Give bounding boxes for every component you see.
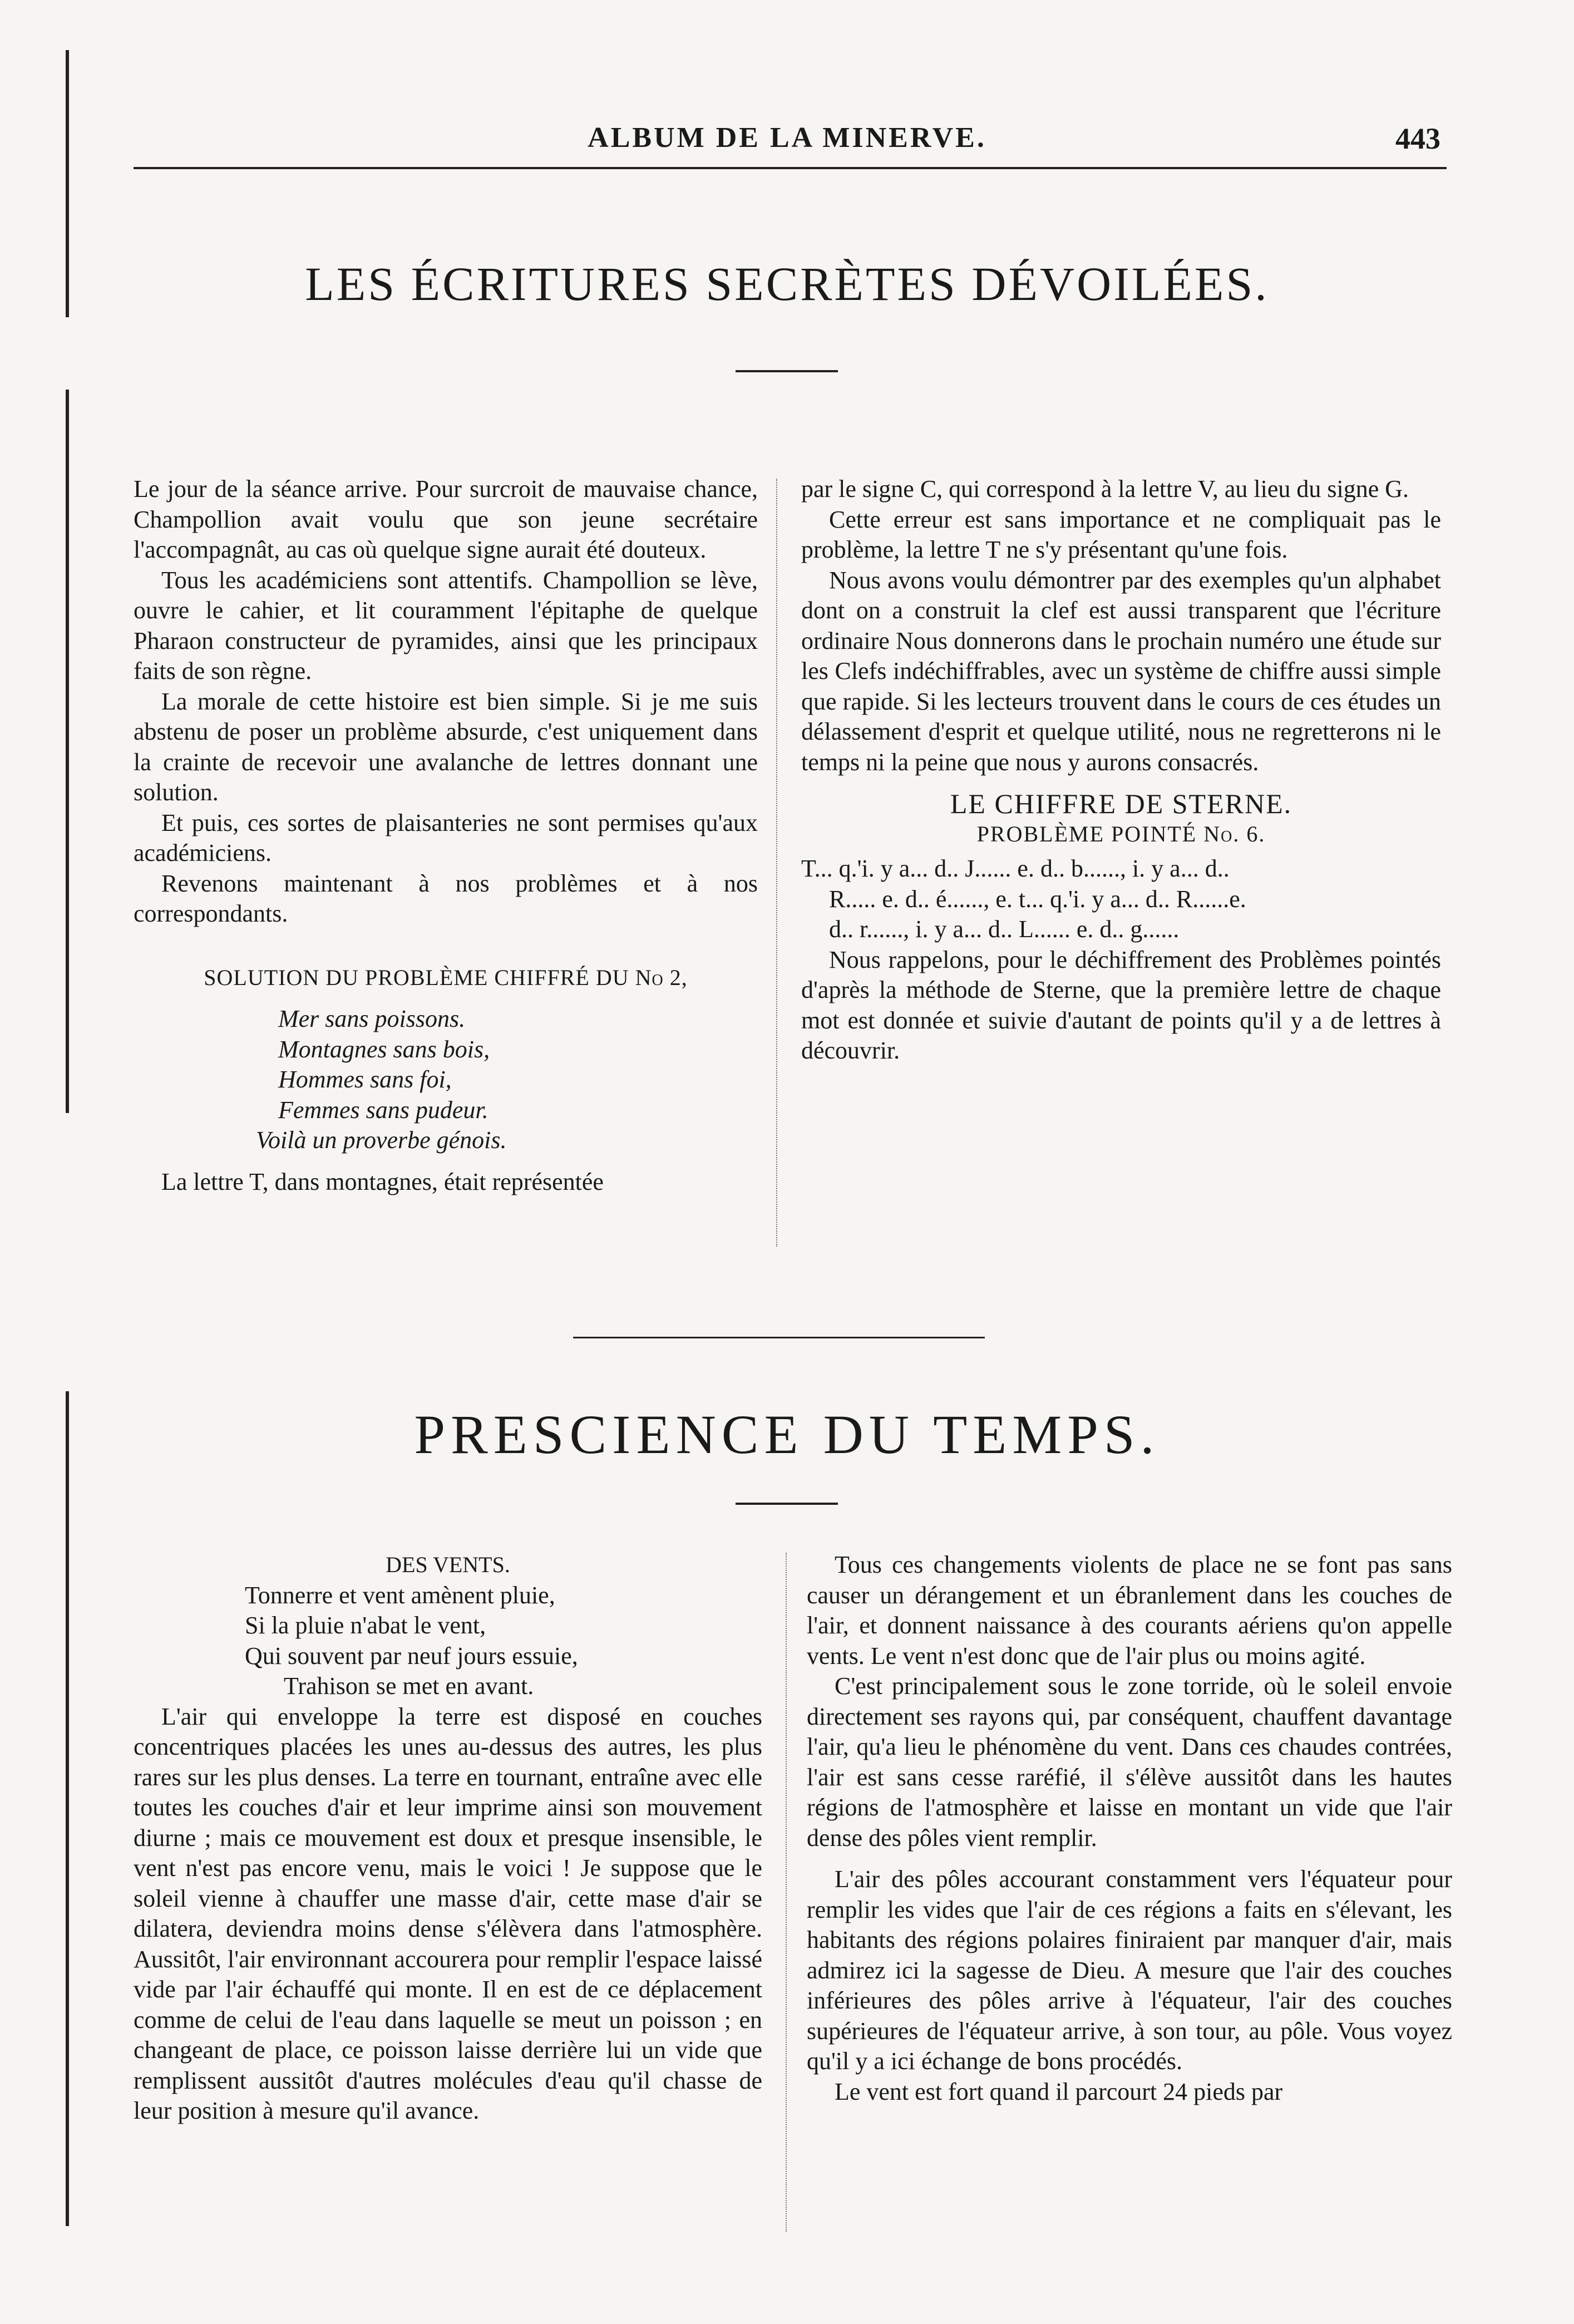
problem-heading: PROBLÈME POINTÉ No. 6. bbox=[976, 821, 1266, 846]
paragraph: Cette erreur est sans importance et ne compliquait pas le problème, la lettre T ne s'y présentant qu'une fois. bbox=[801, 505, 1441, 563]
column-divider bbox=[776, 479, 777, 1247]
paragraph: L'air qui enveloppe la terre est disposé en couches concentriques placées les unes au-dessus des autres, les plus rares sur les plus denses. La terre en tournant, entraîne avec elle toutes les couches d'air et leur imprime ainsi son mouvement diurne ; mais ce mouvement est doux et presque insensible, le vent n'est pas encore venu, mais le voici ! Je suppose que le soleil vienne à chauffer une masse d'air, cette mase d'air se dilatera, deviendra moins dense s'élèvera dans l'atmosphère. Aussitôt, l'air environnant accourera pour remplir l'espace laissé vide par l'air échauffé qui monte. Il en est de ce déplacement comme de celui de l'eau dans laquelle se meut un poisson ; en changeant de place, ce poisson laisse derrière lui un vide que remplissent aussitôt d'autres molécules d'eau qu'il chasse de leur position à mesure qu'il avance. bbox=[134, 1702, 762, 2124]
weather-poem bbox=[134, 1580, 762, 1702]
poem-line: Si la pluie n'abat le vent, bbox=[245, 1612, 486, 1639]
poem-line: Hommes sans foi, bbox=[278, 1066, 452, 1093]
poem-line: Trahison se met en avant. bbox=[284, 1672, 534, 1700]
paragraph: Le jour de la séance arrive. Pour surcroit de mauvaise chance, Champollion avait voulu que son jeune secrétaire l'accompagnât, au cas où quelque signe aurait été douteux. bbox=[134, 475, 758, 563]
title-rule bbox=[736, 1503, 838, 1505]
poem-line: Montagnes sans bois, bbox=[278, 1035, 490, 1063]
cipher-block bbox=[801, 854, 1441, 945]
header-rule bbox=[134, 167, 1447, 169]
article1-right-column bbox=[801, 474, 1441, 1066]
paragraph: Tous ces changements violents de place ne se font pas sans causer un dérangement et un ébranlement dans les couches de l'air, et donnent naissance à des courants aériens qu'on appelle vents. Le vent n'est donc que de l'air plus ou moins agité. bbox=[807, 1551, 1452, 1670]
paragraph: Nous rappelons, pour le déchiffrement des Problèmes pointés d'après la méthode de Sterne, que la première lettre de chaque mot est donnée et suivie d'autant de points qu'il y a de lettres à découvrir. bbox=[801, 946, 1441, 1064]
article1-left-column bbox=[134, 474, 758, 1197]
section-divider bbox=[573, 1337, 985, 1338]
poem-line: Voilà un proverbe génois. bbox=[256, 1126, 507, 1154]
poem-line: Mer sans poissons. bbox=[278, 1005, 466, 1032]
poem-line: Qui souvent par neuf jours essuie, bbox=[245, 1642, 578, 1670]
subheading: DES VENTS. bbox=[386, 1552, 510, 1577]
solution-heading: SOLUTION DU PROBLÈME CHIFFRÉ DU No 2, bbox=[204, 964, 688, 990]
margin-mark bbox=[66, 1391, 69, 2226]
paragraph: C'est principalement sous le zone torride, où le soleil envoie directement ses rayons qui, par conséquent, chauffent davantage l'air, qu'a lieu le phénomène du vent. Dans ces chaudes contrées, l'air est sans cesse raréfié, il s'élève aussitôt dans les hautes régions de l'atmosphère et laisse en montant un vide que l'air dense des pôles vient remplir. bbox=[807, 1672, 1452, 1852]
margin-mark bbox=[66, 390, 69, 1113]
article2-left-column bbox=[134, 1550, 762, 2126]
article2-right-column bbox=[807, 1550, 1452, 2107]
paragraph: Nous avons voulu démontrer par des exemples qu'un alphabet dont on a construit la clef est aussi transparent que l'écriture ordinaire Nous donnerons dans le prochain numéro une étude sur les Clefs indéchiffrables, avec un système de chiffre aussi simple que rapide. Si les lecteurs trouvent dans le cours de ces études un délassement d'esprit et quelque utilité, nous ne regretterons ni le temps ni la peine que nous y aurons consacrés. bbox=[801, 566, 1441, 776]
paragraph: Le vent est fort quand il parcourt 24 pieds par bbox=[835, 2077, 1283, 2105]
subheading: LE CHIFFRE DE STERNE. bbox=[950, 788, 1292, 819]
cipher-line: T... q.'i. y a... d.. J...... e. d.. b......, i. y a... d.. bbox=[801, 855, 1230, 882]
article-title: LES ÉCRITURES SECRÈTES DÉVOILÉES. bbox=[305, 257, 1269, 311]
cipher-line: R..... e. d.. é......, e. t... q.'i. y a... d.. R......e. bbox=[829, 885, 1246, 913]
column-divider bbox=[786, 1553, 787, 2232]
page-number: 443 bbox=[1395, 122, 1440, 155]
paragraph: La morale de cette histoire est bien simple. Si je me suis abstenu de poser un problème absurde, c'est uniquement dans la crainte de recevoir une avalanche de lettres donnant une solution. bbox=[134, 687, 758, 806]
poem-line: Tonnerre et vent amènent pluie, bbox=[245, 1581, 555, 1609]
article-title: PRESCIENCE DU TEMPS. bbox=[414, 1404, 1160, 1465]
paragraph: par le signe C, qui correspond à la lettre V, au lieu du signe G. bbox=[801, 475, 1409, 503]
proverb-poem bbox=[134, 1004, 758, 1156]
running-header: ALBUM DE LA MINERVE. bbox=[588, 122, 986, 154]
cipher-line: d.. r......, i. y a... d.. L...... e. d.. g...... bbox=[829, 915, 1180, 943]
paragraph: Et puis, ces sortes de plaisanteries ne sont permises qu'aux académiciens. bbox=[134, 809, 758, 866]
paragraph: Tous les académiciens sont attentifs. Champollion se lève, ouvre le cahier, et lit couramment l'épitaphe de quelque Pharaon constructeur de pyramides, ainsi que les principaux faits de son règne. bbox=[134, 566, 758, 685]
poem-line: Femmes sans pudeur. bbox=[278, 1096, 489, 1124]
paragraph: L'air des pôles accourant constamment vers l'équateur pour remplir les vides que l'air de ces régions a faits en s'élevant, les habitants des régions polaires finiraient par manquer d'air, mais admirez ici la sagesse de Dieu. A mesure que l'air des couches inférieures des pôles arrive à l'équateur, l'air des couches supérieures de l'équateur arrive, à son tour, au pôle. Vous voyez qu'il y a ici échange de bons procédés. bbox=[807, 1865, 1452, 2075]
paragraph: Revenons maintenant à nos problèmes et à nos correspondants. bbox=[134, 869, 758, 927]
paragraph: La lettre T, dans montagnes, était représentée bbox=[161, 1168, 604, 1195]
title-rule bbox=[736, 370, 838, 372]
